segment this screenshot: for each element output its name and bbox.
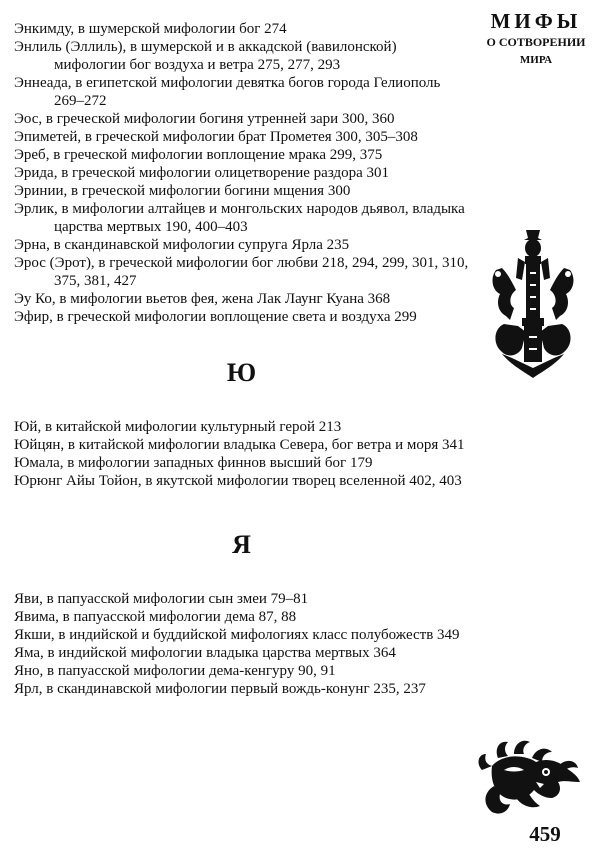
- section-letter-ya: Я: [232, 530, 251, 559]
- index-entry: Юмала, в мифологии западных финнов высший бог 179: [14, 455, 373, 471]
- header-subtitle-2: МИРА: [519, 54, 553, 66]
- index-entry: Эрна, в скандинавской мифологии супруга Ярла 235: [14, 237, 350, 253]
- index-entry: Ярл, в скандинавской мифологии первый вождь-конунг 235, 237: [14, 681, 426, 697]
- index-entry: Эрлик, в мифологии алтайцев и монгольских народов дьявол, владыка царства мертвых 190, 400–403: [14, 201, 465, 235]
- index-entry: Эринии, в греческой мифологии богини мщения 300: [14, 183, 351, 199]
- index-entry: Яви, в папуасской мифологии сын змеи 79–81: [14, 591, 309, 607]
- index-entry: Юрюнг Айы Тойон, в якутской мифологии творец вселенной 402, 403: [14, 473, 462, 489]
- index-entry: Яма, в индийской мифологии владыка царства мертвых 364: [14, 645, 396, 661]
- index-entry: Эрос (Эрот), в греческой мифологии бог любви 218, 294, 299, 301, 310, 375, 381, 427: [14, 255, 469, 289]
- index-entry: Энлиль (Эллиль), в шумерской и в аккадской (вавилонской) мифологии бог воздуха и ветра 275, 277, 293: [14, 39, 397, 73]
- index-column: [14, 20, 469, 698]
- index-entry: Юйцян, в китайской мифологии владыка Севера, бог ветра и моря 341: [14, 437, 465, 453]
- index-entry: Юй, в китайской мифологии культурный герой 213: [14, 419, 342, 435]
- index-entry: Эрида, в греческой мифологии олицетворение раздора 301: [14, 165, 390, 181]
- index-entry: Яно, в папуасской мифологии дема-кенгуру 90, 91: [14, 663, 336, 679]
- index-entry: Энкимду, в шумерской мифологии бог 274: [14, 21, 287, 37]
- header-title: МИФЫ: [490, 9, 582, 33]
- page-number: 459: [529, 822, 561, 846]
- index-entry: Эос, в греческой мифологии богиня утренней зари 300, 360: [14, 111, 395, 127]
- index-entry: Эпиметей, в греческой мифологии брат Прометея 300, 305–308: [14, 129, 418, 145]
- index-entry: Явима, в папуасской мифологии дема 87, 88: [14, 609, 297, 625]
- index-entry: Эфир, в греческой мифологии воплощение света и воздуха 299: [14, 309, 417, 325]
- index-entry: Эу Ко, в мифологии вьетов фея, жена Лак Лаунг Куана 368: [14, 291, 391, 307]
- section-letter-yu: Ю: [226, 358, 257, 387]
- index-entry: Эннеада, в египетской мифологии девятка богов города Гелиополь 269–272: [14, 75, 441, 109]
- section-yu: [14, 418, 469, 490]
- index-entry: Якши, в индийской и буддийской мифологиях класс полубожеств 349: [14, 627, 460, 643]
- idol-figure-icon: [488, 228, 578, 380]
- index-entry: Эреб, в греческой мифологии воплощение мрака 299, 375: [14, 147, 383, 163]
- header-subtitle: О СОТВОРЕНИИ: [486, 35, 586, 49]
- section-e: [14, 20, 469, 326]
- running-header: [478, 8, 594, 70]
- dragon-head-icon: [474, 736, 584, 818]
- section-ya: [14, 590, 469, 698]
